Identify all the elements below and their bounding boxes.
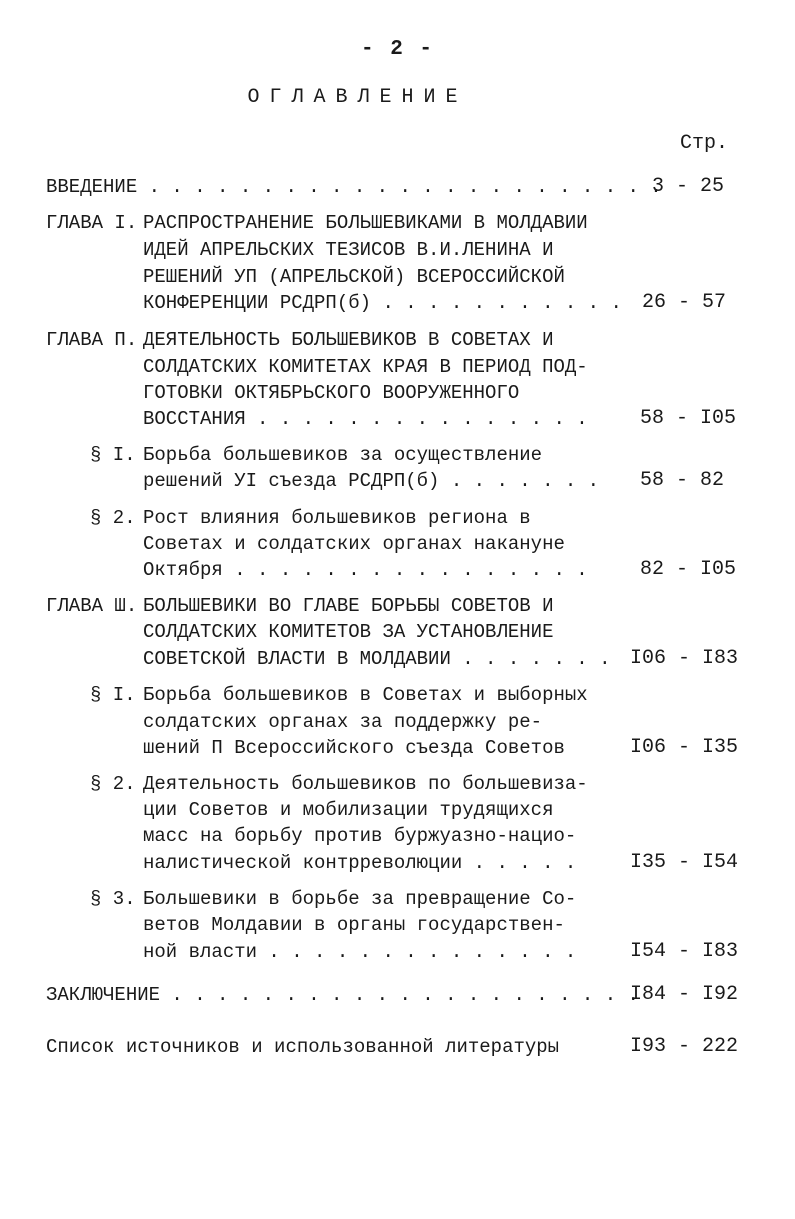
toc-line: ЗАКЛЮЧЕНИЕ . . . . . . . . . . . . . . . . . . . . .: [46, 984, 639, 1006]
toc-line: КОНФЕРЕНЦИИ РСДРП(б) . . . . . . . . . . .: [143, 292, 622, 314]
toc-line: решений УI съезда РСДРП(б) . . . . . . .: [143, 470, 600, 492]
page-number: - 2 -: [360, 38, 434, 61]
toc-line: ИДЕЙ АПРЕЛЬСКИХ ТЕЗИСОВ В.И.ЛЕНИНА И: [143, 239, 554, 261]
toc-line: Борьба большевиков в Советах и выборных: [143, 684, 588, 706]
toc-label: § I.: [90, 684, 136, 706]
toc-pages: I93 - 222: [630, 1035, 739, 1058]
toc-line: СОЛДАТСКИХ КОМИТЕТОВ ЗА УСТАНОВЛЕНИЕ: [143, 621, 554, 643]
toc-line: Рост влияния большевиков региона в: [143, 507, 531, 529]
toc-line: ции Советов и мобилизации трудящихся: [143, 799, 554, 821]
toc-line: ной власти . . . . . . . . . . . . . .: [143, 941, 577, 963]
toc-pages: I06 - I83: [630, 647, 739, 670]
toc-line: Список источников и использованной литературы: [46, 1036, 560, 1058]
toc-line: ВОССТАНИЯ . . . . . . . . . . . . . . .: [143, 408, 588, 430]
toc-pages: 26 - 57: [642, 291, 727, 314]
toc-line: солдатских органах за поддержку ре-: [143, 711, 543, 733]
toc-pages: I84 - I92: [630, 983, 739, 1006]
toc-pages: 58 - I05: [640, 407, 737, 430]
toc-pages: I06 - I35: [630, 736, 739, 759]
toc-label: § I.: [90, 444, 136, 466]
toc-label: ГЛАВА I.: [46, 212, 138, 234]
toc-line: ГОТОВКИ ОКТЯБРЬСКОГО ВООРУЖЕННОГО: [143, 382, 520, 404]
toc-label: ГЛАВА П.: [46, 329, 138, 351]
toc-line: РЕШЕНИЙ УП (АПРЕЛЬСКОЙ) ВСЕРОССИЙСКОЙ: [143, 266, 565, 288]
toc-line: налистической контрреволюции . . . . .: [143, 852, 577, 874]
toc-line: Борьба большевиков за осуществление: [143, 444, 543, 466]
toc-label: § 2.: [90, 773, 136, 795]
toc-line: Советах и солдатских органах накануне: [143, 533, 565, 555]
page-column-label: Стр.: [680, 132, 729, 155]
toc-line: масс на борьбу против буржуазно-нацио-: [143, 825, 577, 847]
toc-line: БОЛЬШЕВИКИ ВО ГЛАВЕ БОРЬБЫ СОВЕТОВ И: [143, 595, 554, 617]
toc-label: ГЛАВА Ш.: [46, 595, 138, 617]
toc-pages: 82 - I05: [640, 558, 737, 581]
toc-pages: 3 - 25: [652, 175, 725, 198]
toc-line: Октября . . . . . . . . . . . . . . . .: [143, 559, 588, 581]
toc-pages: I54 - I83: [630, 940, 739, 963]
toc-line: ВВЕДЕНИЕ . . . . . . . . . . . . . . . . . . . . . . .: [46, 176, 662, 198]
toc-line: ДЕЯТЕЛЬНОСТЬ БОЛЬШЕВИКОВ В СОВЕТАХ И: [143, 329, 554, 351]
toc-label: § 3.: [90, 888, 136, 910]
toc-label: § 2.: [90, 507, 136, 529]
toc-line: СОВЕТСКОЙ ВЛАСТИ В МОЛДАВИИ . . . . . . .: [143, 648, 611, 670]
toc-pages: I35 - I54: [630, 851, 739, 874]
toc-line: Большевики в борьбе за превращение Со-: [143, 888, 577, 910]
toc-line: ветов Молдавии в органы государствен-: [143, 914, 565, 936]
page-title: ОГЛАВЛЕНИЕ: [247, 86, 468, 109]
toc-line: Деятельность большевиков по большевиза-: [143, 773, 588, 795]
toc-pages: 58 - 82: [640, 469, 725, 492]
toc-line: СОЛДАТСКИХ КОМИТЕТАХ КРАЯ В ПЕРИОД ПОД-: [143, 356, 588, 378]
toc-line: РАСПРОСТРАНЕНИЕ БОЛЬШЕВИКАМИ В МОЛДАВИИ: [143, 212, 588, 234]
toc-line: шений П Всероссийского съезда Советов: [143, 737, 565, 759]
